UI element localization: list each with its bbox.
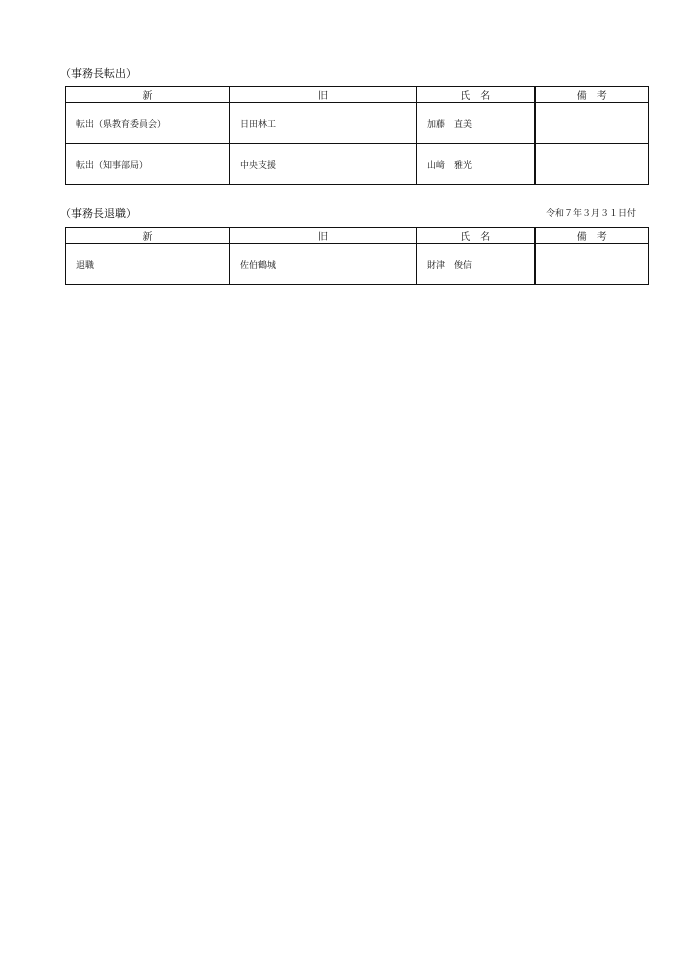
cell-remark xyxy=(535,103,649,144)
cell-old: 日田林工 xyxy=(230,103,417,144)
cell-remark xyxy=(535,244,649,285)
cell-remark xyxy=(535,144,649,185)
table-row xyxy=(66,103,649,144)
column-header-remark: 備 考 xyxy=(535,228,649,244)
cell-name: 山﨑 雅光 xyxy=(417,144,535,185)
cell-new: 転出（県教育委員会） xyxy=(66,103,230,144)
cell-name: 財津 俊信 xyxy=(417,244,535,285)
effective-date: 令和７年３月３１日付 xyxy=(545,209,636,219)
column-header-new: 新 xyxy=(66,87,230,103)
column-header-old: 旧 xyxy=(230,87,417,103)
section-title-retirement: （事務長退職） xyxy=(60,207,137,220)
section-title-transfer: （事務長転出） xyxy=(60,67,137,80)
column-header-name: 氏 名 xyxy=(417,228,535,244)
column-header-name: 氏 名 xyxy=(417,87,535,103)
cell-new: 退職 xyxy=(66,244,230,285)
cell-old: 佐伯鶴城 xyxy=(230,244,417,285)
table-header-row xyxy=(66,228,649,244)
cell-old: 中央支援 xyxy=(230,144,417,185)
retirement-table xyxy=(65,227,649,285)
column-header-remark: 備 考 xyxy=(535,87,649,103)
column-header-old: 旧 xyxy=(230,228,417,244)
transfer-table xyxy=(65,86,649,185)
cell-new: 転出（知事部局） xyxy=(66,144,230,185)
cell-name: 加藤 直美 xyxy=(417,103,535,144)
table-row xyxy=(66,244,649,285)
column-header-new: 新 xyxy=(66,228,230,244)
table-header-row xyxy=(66,87,649,103)
table-row xyxy=(66,144,649,185)
